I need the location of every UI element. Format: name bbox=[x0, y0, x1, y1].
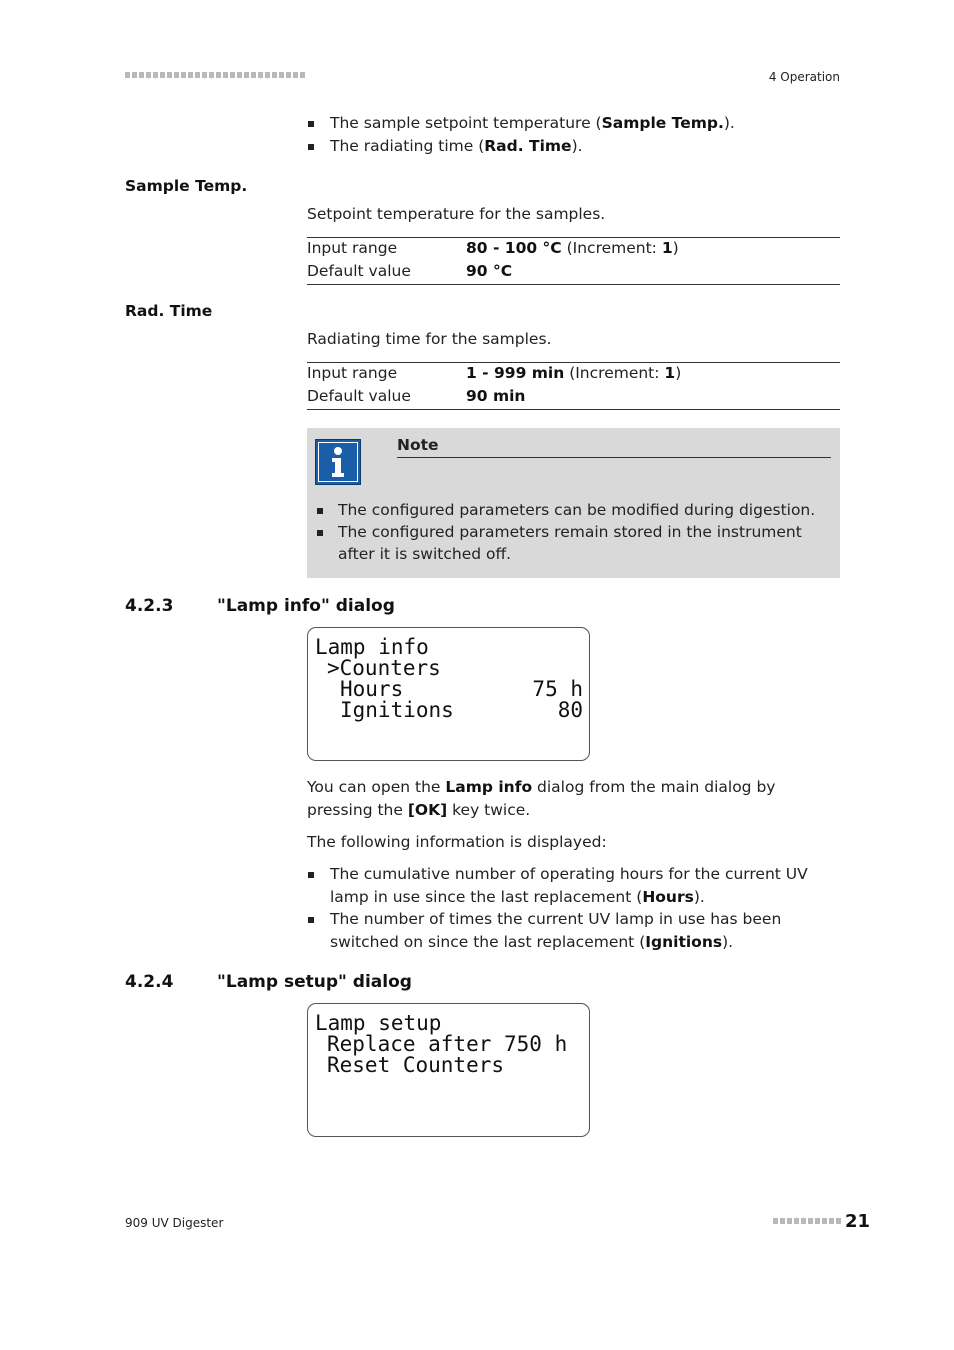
display-line: Hours bbox=[340, 677, 404, 701]
rad-time-parameter-table bbox=[307, 362, 840, 410]
note-box bbox=[307, 428, 840, 578]
footer-decoration bbox=[773, 1218, 843, 1236]
list-item: The sample setpoint temperature (Sample Temp.). bbox=[307, 112, 842, 135]
list-item: The cumulative number of operating hours for the current UV lamp in use since the last replacement (Hours). bbox=[307, 863, 842, 908]
list-item: The radiating time (Rad. Time). bbox=[307, 135, 842, 158]
section-heading-lamp-setup: 4.2.4 "Lamp setup" dialog bbox=[125, 972, 412, 992]
table-value: 90 min bbox=[466, 387, 526, 405]
table-row bbox=[307, 386, 840, 409]
list-item: The configured parameters can be modified during digestion. bbox=[316, 499, 836, 521]
table-key: Default value bbox=[307, 262, 411, 280]
sample-temp-heading: Sample Temp. bbox=[125, 177, 248, 195]
header-decoration bbox=[125, 72, 307, 80]
note-title: Note bbox=[397, 436, 831, 458]
section-heading-lamp-info: 4.2.3 "Lamp info" dialog bbox=[125, 596, 395, 616]
display-value: 80 bbox=[557, 698, 583, 722]
info-icon bbox=[315, 439, 361, 485]
lamp-info-display bbox=[307, 627, 590, 761]
footer-product: 909 UV Digester bbox=[125, 1216, 224, 1230]
display-line: >Counters bbox=[327, 656, 441, 680]
table-row bbox=[307, 238, 840, 261]
display-line: Lamp setup bbox=[315, 1011, 442, 1035]
sample-temp-parameter-table bbox=[307, 237, 840, 285]
display-line: Reset Counters bbox=[327, 1053, 505, 1077]
intro-bullet-list bbox=[307, 112, 842, 157]
lamp-info-paragraph: You can open the Lamp info dialog from the main dialog by pressing the [OK] key twice. bbox=[307, 778, 776, 819]
lamp-info-intro: The following information is displayed: bbox=[307, 833, 607, 851]
lamp-setup-display bbox=[307, 1003, 590, 1137]
note-bullet-list bbox=[316, 499, 836, 565]
list-item: The number of times the current UV lamp in use has been switched on since the last replacement (Ignitions). bbox=[307, 908, 842, 953]
display-value: 75 h bbox=[532, 677, 583, 701]
lamp-info-bullet-list bbox=[307, 863, 842, 953]
rad-time-heading: Rad. Time bbox=[125, 302, 213, 320]
display-line: Replace after 750 h bbox=[327, 1032, 568, 1056]
table-row bbox=[307, 363, 840, 386]
table-key: Input range bbox=[307, 364, 398, 382]
table-key: Input range bbox=[307, 239, 398, 257]
table-value: 1 - 999 min (Increment: 1) bbox=[466, 364, 682, 382]
header-chapter: 4 Operation bbox=[768, 70, 840, 84]
rad-time-description: Radiating time for the samples. bbox=[307, 330, 552, 348]
list-item: The configured parameters remain stored in the instrument after it is switched off. bbox=[316, 521, 836, 565]
table-row bbox=[307, 261, 840, 284]
sample-temp-description: Setpoint temperature for the samples. bbox=[307, 205, 606, 223]
table-key: Default value bbox=[307, 387, 411, 405]
table-value: 90 °C bbox=[466, 262, 513, 280]
table-value: 80 - 100 °C (Increment: 1) bbox=[466, 239, 679, 257]
page-number: 21 bbox=[845, 1211, 871, 1232]
display-line: Ignitions bbox=[340, 698, 454, 722]
display-line: Lamp info bbox=[315, 635, 429, 659]
